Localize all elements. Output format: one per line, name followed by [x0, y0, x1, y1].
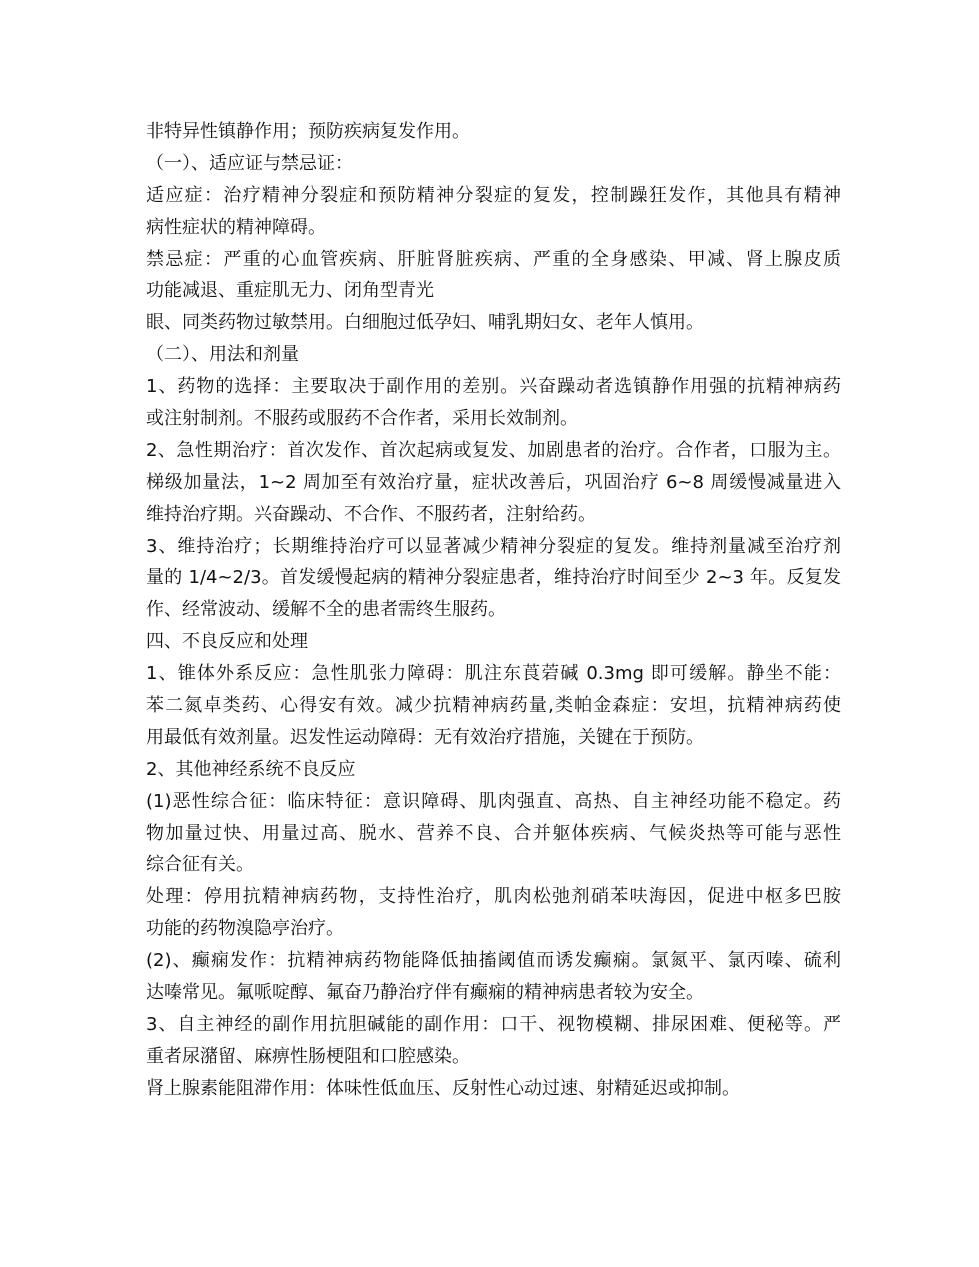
text-line: 或注射制剂。不服药或服药不合作者，采用长效制剂。	[146, 408, 578, 430]
text-line: 肾上腺素能阻滞作用：体味性低血压、反射性心动过速、射精延迟或抑制。	[146, 1077, 740, 1099]
text-line: 2、急性期治疗：首次发作、首次起病或复发、加剧患者的治疗。合作者，口服为主。	[146, 439, 841, 461]
subsection-heading: 2、其他神经系统不良反应	[146, 758, 356, 780]
text-line: 作、经常波动、缓解不全的患者需终生服药。	[146, 599, 506, 621]
text-line: 功能减退、重症肌无力、闭角型青光	[146, 280, 434, 302]
text-line: 病性症状的精神障碍。	[146, 216, 326, 238]
document-body	[146, 116, 841, 1105]
text-line: 量的 1/4~2/3。首发缓慢起病的精神分裂症患者，维持治疗时间至少 2~3 年。反复发	[146, 567, 841, 589]
text-line: 眼、同类药物过敏禁用。白细胞过低孕妇、哺乳期妇女、老年人慎用。	[146, 312, 704, 334]
section-heading: 四、不良反应和处理	[146, 631, 308, 653]
text-line: 禁忌症：严重的心血管疾病、肝脏肾脏疾病、严重的全身感染、甲减、肾上腺皮质	[146, 248, 841, 270]
text-line: 用最低有效剂量。迟发性运动障碍：无有效治疗措施，关键在于预防。	[146, 726, 704, 748]
text-line: 非特异性镇静作用；预防疾病复发作用。	[146, 121, 470, 142]
section-heading: （二）、用法和剂量	[146, 344, 299, 366]
text-line: 1、药物的选择：主要取决于副作用的差别。兴奋躁动者选镇静作用强的抗精神病药	[146, 376, 841, 398]
text-line: 3、维持治疗；长期维持治疗可以显著减少精神分裂症的复发。维持剂量减至治疗剂	[146, 535, 841, 557]
text-line: (2)、癫痫发作：抗精神病药物能降低抽搐阈值而诱发癫痫。氯氮平、氯丙嗪、硫利	[146, 950, 841, 972]
text-line: 物加量过快、用量过高、脱水、营养不良、合并躯体疾病、气候炎热等可能与恶性	[146, 822, 841, 844]
text-line: 重者尿潴留、麻痹性肠梗阻和口腔感染。	[146, 1045, 470, 1067]
text-line: 达嗪常见。氟哌啶醇、氟奋乃静治疗伴有癫痫的精神病患者较为安全。	[146, 982, 704, 1004]
text-line: 梯级加量法，1~2 周加至有效治疗量，症状改善后，巩固治疗 6~8 周缓慢减量进入	[146, 471, 841, 493]
text-line: 适应症：治疗精神分裂症和预防精神分裂症的复发，控制躁狂发作，其他具有精神	[146, 184, 841, 206]
text-line: 3、自主神经的副作用抗胆碱能的副作用：口干、视物模糊、排尿困难、便秘等。严	[146, 1013, 841, 1035]
section-heading: （一）、适应证与禁忌证：	[146, 152, 353, 174]
text-line: 维持治疗期。兴奋躁动、不合作、不服药者，注射给药。	[146, 503, 596, 525]
text-line: 处理：停用抗精神病药物，支持性治疗，肌肉松弛剂硝苯呋海因，促进中枢多巴胺	[146, 886, 841, 908]
text-line: (1)恶性综合征：临床特征：意识障碍、肌肉强直、高热、自主神经功能不稳定。药	[146, 790, 841, 812]
text-line: 苯二氮卓类药、心得安有效。减少抗精神病药量,类帕金森症：安坦，抗精神病药使	[146, 695, 841, 717]
text-line: 综合征有关。	[146, 854, 254, 876]
text-line: 功能的药物溴隐亭治疗。	[146, 918, 344, 940]
text-line: 1、锥体外系反应：急性肌张力障碍：肌注东莨菪碱 0.3mg 即可缓解。静坐不能：	[146, 663, 841, 685]
